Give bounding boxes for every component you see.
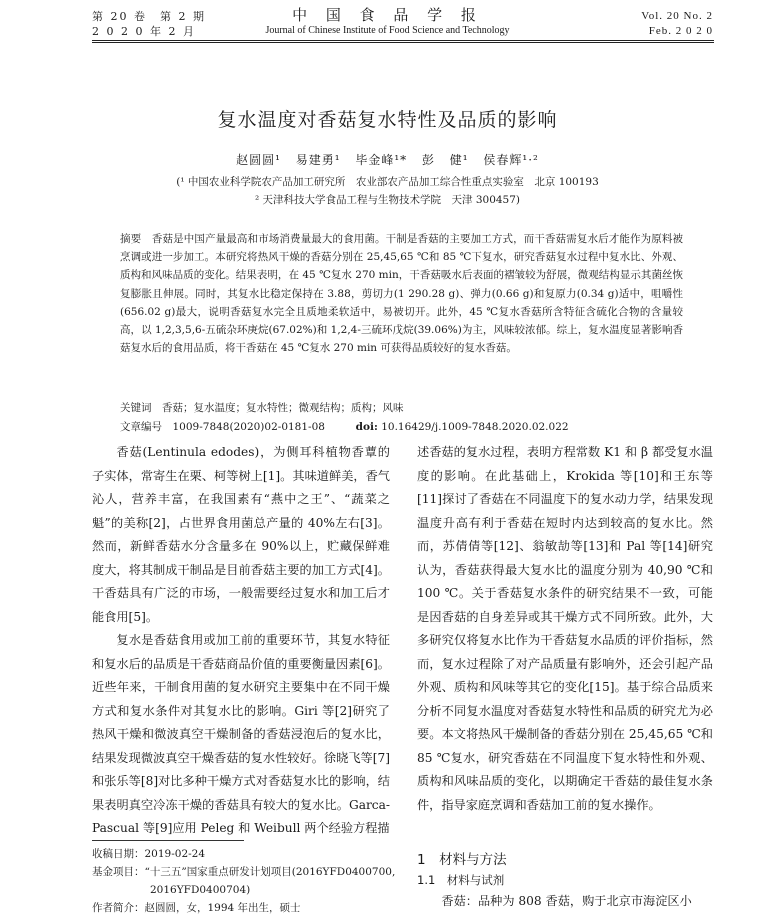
- received-date: 收稿日期：2019-02-24: [92, 848, 206, 860]
- doi-label: doi:: [355, 421, 378, 433]
- volume-en: Vol. 20 No. 2: [641, 10, 713, 22]
- body-column-left: [92, 441, 390, 841]
- affiliation-1: (¹ 中国农业科学院农产品加工研究所 农业部农产品加工综合性重点实验室 北京 100193: [176, 176, 599, 188]
- section-heading-1-1: 1.1 材料与试剂: [417, 873, 505, 887]
- header-rule-2: [92, 42, 714, 43]
- footnote-rule: [92, 840, 244, 841]
- materials-text: [417, 890, 713, 913]
- journal-name-cn: 中 国 食 品 学 报: [292, 6, 483, 24]
- author-list: 赵圆圆¹ 易建勇¹ 毕金峰¹* 彭 健¹ 侯春辉¹·²: [236, 153, 539, 167]
- date-cn: 2 0 2 0 年 2 月: [92, 25, 196, 38]
- abstract: 摘要 香菇是中国产量最高和市场消费量最大的食用菌。干制是香菇的主要加工方式，而干香菇需复水后才能作为原料被烹调或进一步加工。本研究将热风干燥的香菇分别在 25,45,65 ℃和 85 ℃下复水，研究香菇复水过程中复水比、外观、质构和风味品质的变化。结果表明，在 45 ℃复水 270 min，干香菇吸水后表面的褶皱较为舒展，微观结构显示其菌丝恢复膨胀且伸展。同时，其复水比稳定保持在 3.88，剪切力(1 290.28 g)、弹力(0.66 g)和复原力(0.34 g)适中，咀嚼性(656.02 g)最大，说明香菇复水完全且质地柔软适中，易被切开。此外，45 ℃复水香菇所含特征含硫化合物的含量较高，以 1,2,3,5,6-五硫杂环庚烷(67.02%)和 1,2,4-三硫环戊烷(39.06%)为主，风味较浓郁。综上，复水温度显著影响香菇复水后的食用品质，将干香菇在 45 ℃复水 270 min 可获得品质较好的复水香菇。: [120, 233, 683, 355]
- journal-name-en: Journal of Chinese Institute of Food Science and Technology: [265, 25, 510, 36]
- materials-paragraph: 香菇：品种为 808 香菇，购于北京市海淀区小: [441, 894, 692, 908]
- author-intro: 作者简介：赵圆圆，女，1994 年出生，硕士: [92, 902, 301, 914]
- paper-title: 复水温度对香菇复水特性及品质的影响: [217, 109, 558, 131]
- affiliation-2: ² 天津科技大学食品工程与生物技术学院 天津 300457): [254, 194, 521, 206]
- header-right: [641, 9, 713, 39]
- body-paragraph: 香菇(Lentinula edodes)，为侧耳科植物香蕈的子实体，常寄生在栗、柯等树上[1]。其味道鲜美，香气沁人，营养丰富，在我国素有“燕中之王”、“蔬菜之魁”的美称[2]，占世界食用菌总产量的 40%左右[3]。然而，新鲜香菇水分含量多在 90%以上，贮藏保鲜难度大，将其制成干制品是目前香菇主要的加工方式[4]。干香菇具有广泛的市场，一般需要经过复水和加工后才能食用[5]。: [92, 445, 390, 624]
- body-paragraph: 述香菇的复水过程，表明方程常数 K1 和 β 都受复水温度的影响。在此基础上，Krokida 等[10]和王东等[11]探讨了香菇在不同温度下的复水动力学，结果发现温度升高有利于香菇在短时内达到较高的复水比。然而，苏倩倩等[12]、翁敏劼等[13]和 Pal 等[14]研究认为，香菇获得最大复水比的温度分别为 40,90 ℃和 100 ℃。关于香菇复水条件的研究结果不一致，可能是因香菇的自身差异或其干燥方式不同所致。此外，大多研究仅将复水比作为干香菇复水品质的评价指标，然而，复水过程除了对产品质量有影响外，还会引起产品外观、质构和风味等其它的变化[15]。基于综合品质来分析不同复水温度对香菇复水特性和品质的研究尤为必要。本文将热风干燥制备的香菇分别在 25,45,65 ℃和 85 ℃复水，研究香菇在不同温度下复水特性和外观、质构和风味品质的变化，以期确定干香菇的最佳复水条件，指导家庭烹调和香菇加工前的复水操作。: [417, 445, 713, 812]
- body-column-right: [417, 441, 713, 817]
- volume-cn: 第 20 卷 第 2 期: [92, 10, 206, 23]
- header-rule: [92, 40, 714, 41]
- body-paragraph: 复水是香菇食用或加工前的重要环节，其复水特征和复水后的品质是干香菇商品价值的重要衡量因素[6]。近些年来，干制食用菌的复水研究主要集中在不同干燥方式和复水条件对其复水比的影响。Giri 等[2]研究了热风干燥和微波真空干燥制备的香菇浸泡后的复水比，结果发现微波真空干燥香菇的复水性较好。徐晓飞等[7]和张乐等[8]对比多种干燥方式对香菇复水比的影响，结果表明真空冷冻干燥的香菇具有较大的复水比。Garca-Pascual 等[9]应用 Peleg 和 Weibull 两个经验方程描: [92, 633, 390, 835]
- footnotes: [92, 845, 402, 917]
- doi-value: 10.16429/j.1009-7848.2020.02.022: [381, 421, 569, 433]
- section-heading-1: 1 材料与方法: [417, 852, 507, 868]
- fund-info: 基金项目：“十三五”国家重点研发计划项目(2016YFD0400700,: [92, 866, 396, 878]
- keywords: 关键词 香菇；复水温度；复水特性；微观结构；质构；风味: [120, 402, 404, 414]
- fund-info-cont: 2016YFD0400704): [150, 884, 251, 896]
- date-en: Feb. 2 0 2 0: [648, 25, 713, 37]
- article-info: [120, 418, 683, 436]
- article-number: 文章编号 1009-7848(2020)02-0181-08: [120, 421, 325, 433]
